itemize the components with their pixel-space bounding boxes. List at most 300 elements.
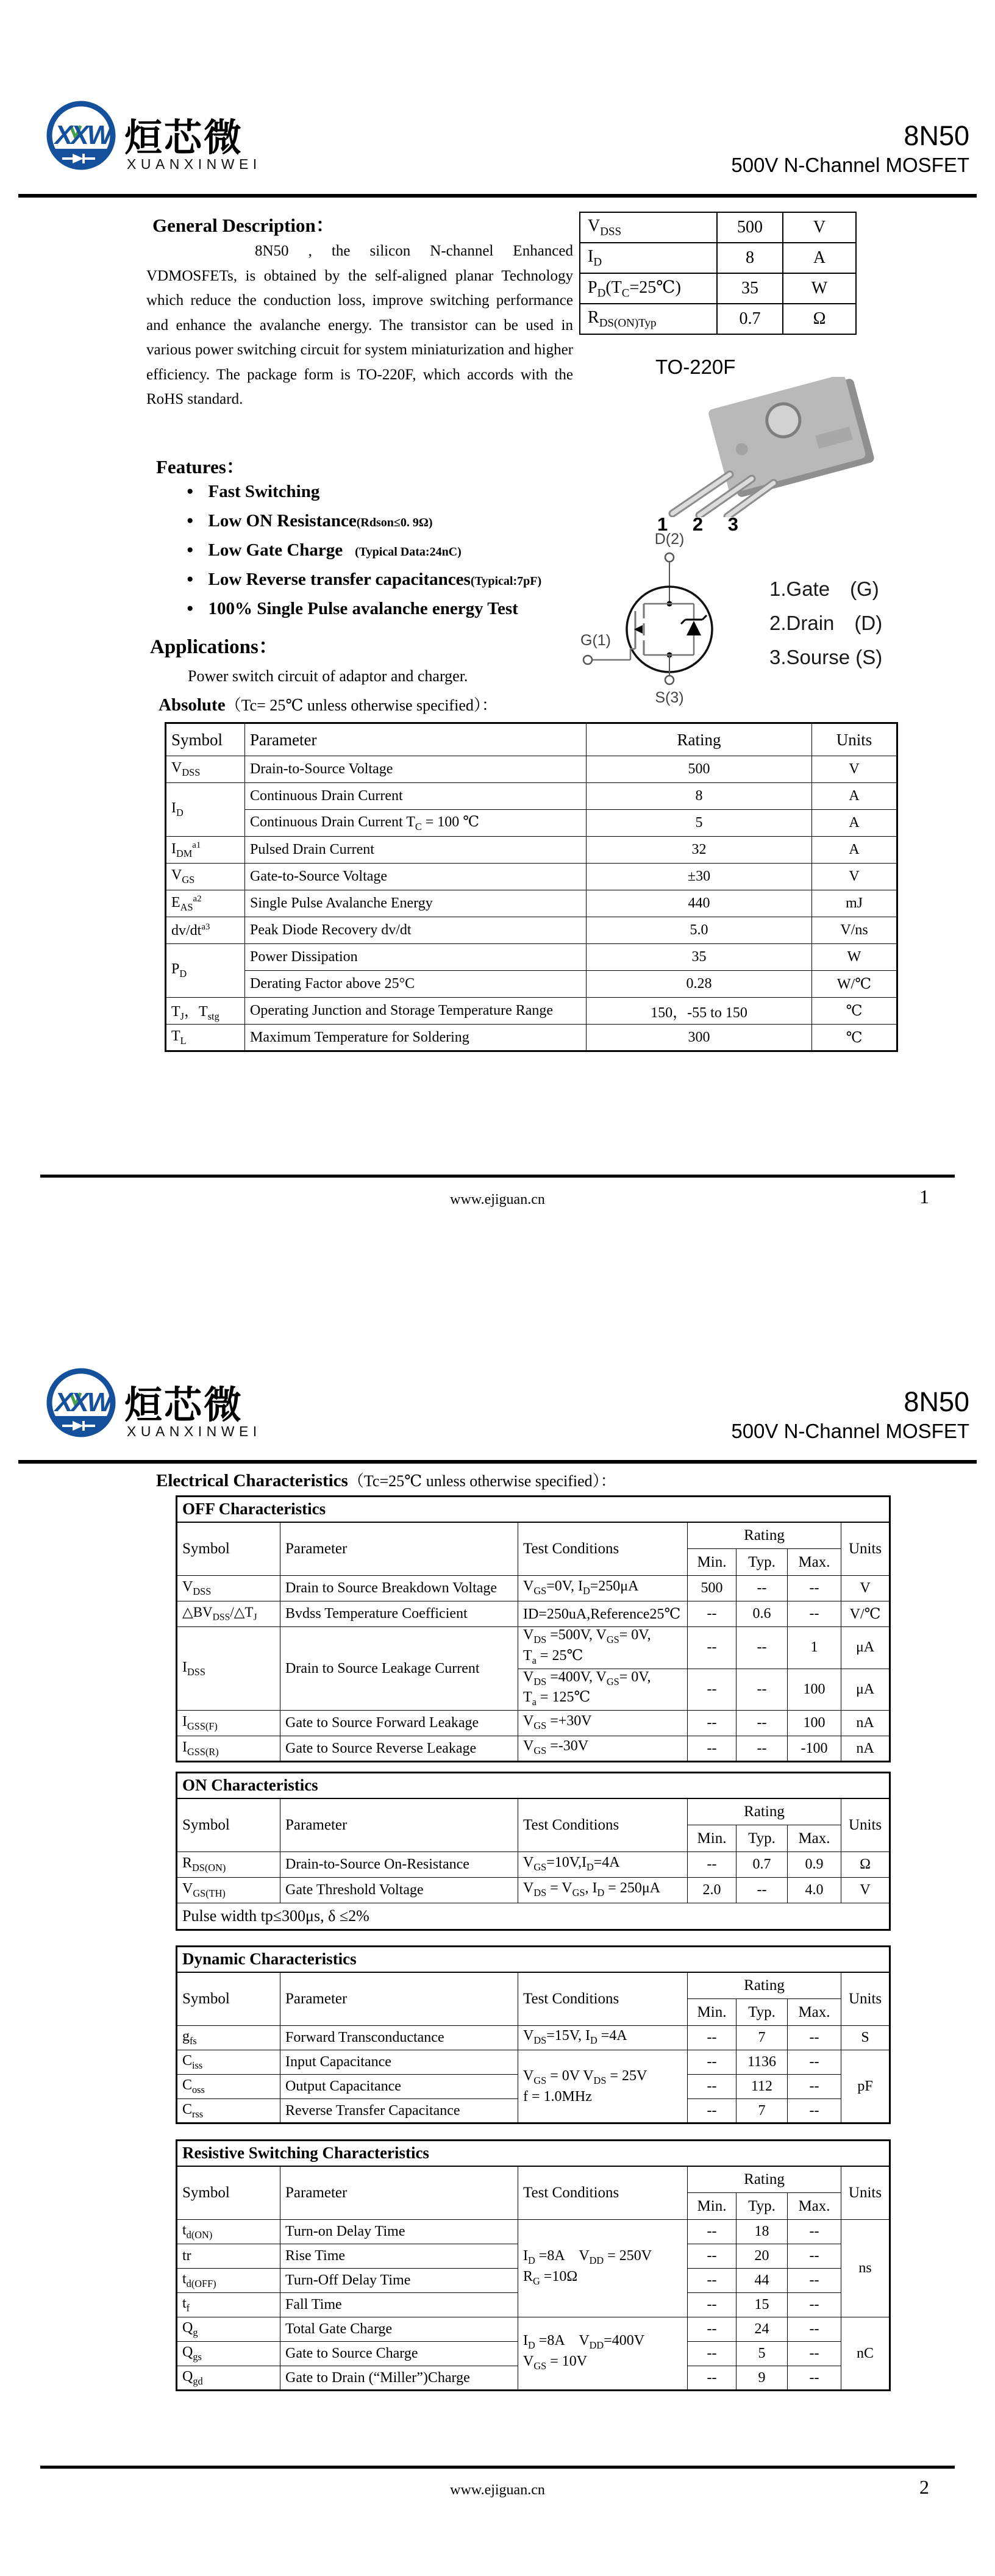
group-title: Resistive Switching Characteristics: [177, 2141, 890, 2166]
table-row: [177, 2220, 890, 2244]
pin-legend: [769, 572, 882, 674]
feature-item: [187, 570, 541, 590]
cell-parameter: Continuous Drain Current: [245, 783, 587, 810]
bullet-icon: ●: [187, 573, 194, 585]
cell-parameter: Gate to Source Charge: [280, 2342, 518, 2366]
cell-unit: V: [783, 212, 856, 243]
bullet-icon: ●: [187, 602, 194, 615]
cell-typ: 0.7: [736, 1852, 788, 1878]
cell-symbol: $C_{iss}$: [177, 2050, 280, 2075]
cell-test-conditions: $V_{GS}=0V$, $I_D=250\mu A$: [518, 1576, 688, 1601]
cell-symbol: $C_{oss}$: [177, 2075, 280, 2099]
absolute-title-rest: （Tc= 25℃ unless otherwise specified）：: [225, 696, 498, 714]
on-characteristics-table: [176, 1772, 891, 1931]
ec-title-bold: Electrical Characteristics: [156, 1471, 348, 1490]
cell-symbol: $I_{GSS(F)}$: [177, 1711, 280, 1736]
cell-rating: 32: [587, 837, 812, 864]
cell-unit: Ω: [783, 304, 856, 334]
cell-unit: ns: [841, 2220, 890, 2317]
cell-parameter: Gate-to-Source Voltage: [245, 864, 587, 890]
table-row: [580, 243, 856, 273]
table-row: [166, 917, 897, 944]
doc-titles: [731, 1387, 969, 1445]
brand-name-en: XUANXINWEI: [127, 156, 262, 172]
cell-test-conditions: $V_{DS} =400V$, $V_{GS}= 0V$, $T_a$ = 125℃: [518, 1669, 688, 1711]
pin-numbers: 1 2 3: [657, 513, 748, 535]
brand-logo: [44, 98, 300, 198]
col-max: Max.: [788, 1825, 841, 1852]
col-units: Units: [841, 1798, 890, 1852]
cell-value: 8: [717, 243, 783, 273]
col-typ: Typ.: [736, 2193, 788, 2220]
col-parameter: Parameter: [245, 723, 587, 756]
cell-min: --: [688, 1736, 736, 1762]
bullet-icon: ●: [187, 543, 194, 556]
cell-min: --: [688, 1601, 736, 1627]
cell-typ: --: [736, 1627, 788, 1669]
cell-parameter: Turn-Off Delay Time: [280, 2269, 518, 2293]
cell-value: 35: [717, 273, 783, 304]
cell-unit: V/ns: [812, 917, 897, 944]
table-row: [166, 864, 897, 890]
doc-titles: [731, 121, 969, 179]
cell-typ: 15: [736, 2293, 788, 2317]
cell-max: 100: [788, 1711, 841, 1736]
col-symbol: Symbol: [177, 1972, 280, 2026]
cell-parameter: Drain to Source Leakage Current: [280, 1627, 518, 1711]
col-rating: Rating: [688, 1522, 841, 1549]
feature-text: Fast Switching: [208, 482, 320, 501]
cell-unit: pF: [841, 2050, 890, 2123]
feature-text: Low Reverse transfer capacitances: [208, 570, 471, 589]
table-row: [177, 1627, 890, 1669]
cell-unit: nA: [841, 1736, 890, 1762]
cell-symbol: $V_{DSS}$: [580, 212, 717, 243]
table-header-row: [177, 1522, 890, 1549]
cell-unit: nC: [841, 2317, 890, 2391]
cell-min: --: [688, 2244, 736, 2269]
cell-unit: W: [783, 273, 856, 304]
cell-unit: nA: [841, 1711, 890, 1736]
col-typ: Typ.: [736, 1999, 788, 2026]
table-header-row: [177, 1972, 890, 1999]
cell-symbol: $I_{DSS}$: [177, 1627, 280, 1711]
cell-symbol: $I_{DM}^{a1}$: [166, 837, 245, 864]
cell-unit: μA: [841, 1669, 890, 1711]
cell-parameter: Turn-on Delay Time: [280, 2220, 518, 2244]
col-units: Units: [841, 1522, 890, 1576]
cell-parameter: Peak Diode Recovery dv/dt: [245, 917, 587, 944]
feature-text: Low Gate Charge: [208, 540, 343, 560]
col-test-conditions: Test Conditions: [518, 2166, 688, 2220]
cell-parameter: Rise Time: [280, 2244, 518, 2269]
cell-parameter: Drain to Source Breakdown Voltage: [280, 1576, 518, 1601]
logo-icon: [44, 1365, 118, 1442]
group-title-row: [177, 1947, 890, 1972]
absolute-ratings-table: [165, 722, 898, 1052]
cell-unit: A: [812, 810, 897, 837]
col-test-conditions: Test Conditions: [518, 1522, 688, 1576]
off-characteristics-table: [176, 1495, 891, 1762]
table-header-row: [177, 2166, 890, 2193]
table-note-row: [177, 1903, 890, 1930]
table-row: [580, 212, 856, 243]
cell-typ: 24: [736, 2317, 788, 2342]
cell-max: --: [788, 2220, 841, 2244]
cell-rating: 500: [587, 756, 812, 783]
part-number: 8N50: [904, 1386, 969, 1417]
cell-max: --: [788, 1601, 841, 1627]
table-row: [166, 756, 897, 783]
cell-test-conditions: $V_{GS} =+30V$: [518, 1711, 688, 1736]
cell-parameter: Single Pulse Avalanche Energy: [245, 890, 587, 917]
table-row: [166, 810, 897, 837]
cell-max: -100: [788, 1736, 841, 1762]
cell-rating: 35: [587, 944, 812, 971]
col-test-conditions: Test Conditions: [518, 1972, 688, 2026]
col-symbol: Symbol: [166, 723, 245, 756]
logo-icon: [44, 98, 118, 174]
logo-monogram: XXW: [55, 120, 111, 150]
table-row: [166, 837, 897, 864]
cell-rating: 5.0: [587, 917, 812, 944]
col-rating: Rating: [688, 2166, 841, 2193]
col-min: Min.: [688, 1999, 736, 2026]
page-number: 2: [919, 2476, 929, 2498]
cell-parameter: Input Capacitance: [280, 2050, 518, 2075]
cell-max: --: [788, 2026, 841, 2050]
part-number: 8N50: [904, 120, 969, 151]
cell-unit: ℃: [812, 1025, 897, 1051]
table-row: [166, 890, 897, 917]
cell-symbol: $V_{DSS}$: [177, 1576, 280, 1601]
cell-max: --: [788, 2050, 841, 2075]
cell-test-conditions: $I_D =8A$ $V_{DD}=400V$ $V_{GS} = 10V$: [518, 2317, 688, 2391]
group-title-row: [177, 1497, 890, 1522]
col-min: Min.: [688, 2193, 736, 2220]
table-row: [177, 2026, 890, 2050]
cell-unit: V: [812, 864, 897, 890]
cell-typ: 7: [736, 2099, 788, 2123]
cell-symbol: $I_{GSS(R)}$: [177, 1736, 280, 1762]
footer-site-link[interactable]: www.ejiguan.cn: [450, 2482, 545, 2498]
cell-parameter: Drain-to-Source On-Resistance: [280, 1852, 518, 1878]
cell-min: --: [688, 1669, 736, 1711]
cell-unit: V: [841, 1576, 890, 1601]
page-number: 1: [919, 1186, 929, 1208]
cell-rating: 300: [587, 1025, 812, 1051]
cell-min: --: [688, 2317, 736, 2342]
col-max: Max.: [788, 2193, 841, 2220]
applications-title: Applications：: [150, 636, 279, 658]
cell-parameter: Output Capacitance: [280, 2075, 518, 2099]
cell-min: --: [688, 2342, 736, 2366]
cell-symbol: $t_{d(ON)}$: [177, 2220, 280, 2244]
cell-typ: 7: [736, 2026, 788, 2050]
cell-min: --: [688, 2026, 736, 2050]
cell-rating: 5: [587, 810, 812, 837]
cell-symbol: $C_{rss}$: [177, 2099, 280, 2123]
cell-parameter: Drain-to-Source Voltage: [245, 756, 587, 783]
cell-parameter: Derating Factor above 25°C: [245, 971, 587, 998]
col-symbol: Symbol: [177, 1798, 280, 1852]
cell-test-conditions: $V_{DS}=15V$, $I_D =4A$: [518, 2026, 688, 2050]
cell-max: --: [788, 1576, 841, 1601]
bullet-icon: ●: [187, 485, 194, 498]
package-name: TO-220F: [655, 356, 736, 378]
header-rule: [18, 194, 977, 198]
cell-parameter: Bvdss Temperature Coefficient: [280, 1601, 518, 1627]
feature-text: Low ON Resistance: [208, 511, 357, 531]
cell-typ: 5: [736, 2342, 788, 2366]
table-row: [580, 304, 856, 334]
cell-max: --: [788, 2293, 841, 2317]
brand-logo: [44, 1365, 300, 1465]
table-header-row: [166, 723, 897, 756]
cell-max: --: [788, 2269, 841, 2293]
cell-min: --: [688, 2220, 736, 2244]
col-typ: Typ.: [736, 1825, 788, 1852]
key-specs-table: [579, 212, 857, 335]
cell-min: --: [688, 2366, 736, 2391]
group-title-row: [177, 2141, 890, 2166]
cell-symbol: $Q_{gd}$: [177, 2366, 280, 2391]
source-label: S(3): [655, 689, 684, 706]
cell-symbol: $I_D$: [166, 783, 245, 837]
col-rating: Rating: [688, 1972, 841, 1999]
cell-typ: 112: [736, 2075, 788, 2099]
col-min: Min.: [688, 1825, 736, 1852]
table-header-row: [177, 1798, 890, 1825]
col-symbol: Symbol: [177, 1522, 280, 1576]
resistive-switching-table: [176, 2139, 891, 2391]
cell-symbol: $V_{GS}$: [166, 864, 245, 890]
cell-symbol: $R_{DS(ON)}$: [177, 1852, 280, 1878]
cell-test-conditions: $V_{DS} =500V$, $V_{GS}= 0V$, $T_a$ = 25℃: [518, 1627, 688, 1669]
cell-max: --: [788, 2342, 841, 2366]
cell-max: 100: [788, 1669, 841, 1711]
cell-min: --: [688, 1711, 736, 1736]
cell-max: --: [788, 2317, 841, 2342]
cell-symbol: $V_{GS(TH)}$: [177, 1878, 280, 1903]
cell-max: 4.0: [788, 1878, 841, 1903]
cell-test-conditions: $I_D =8A$ $V_{DD} = 250V$ $R_G =10\Omega$: [518, 2220, 688, 2317]
cell-test-conditions: $V_{DS} = V_{GS}$, $I_D = 250\mu A$: [518, 1878, 688, 1903]
cell-max: --: [788, 2244, 841, 2269]
features-title: Features：: [156, 456, 245, 478]
footer-rule: [40, 2466, 955, 2469]
cell-typ: 44: [736, 2269, 788, 2293]
cell-symbol: $Q_g$: [177, 2317, 280, 2342]
mosfet-symbol: [567, 532, 774, 715]
col-units: Units: [841, 2166, 890, 2220]
cell-symbol: $R_{DS(ON)Typ}$: [580, 304, 717, 334]
cell-parameter: Continuous Drain Current $T_C = 100$ ℃: [245, 810, 587, 837]
table-row: [177, 1852, 890, 1878]
cell-typ: --: [736, 1878, 788, 1903]
cell-symbol: tr: [177, 2244, 280, 2269]
cell-unit: μA: [841, 1627, 890, 1669]
table-row: [177, 1878, 890, 1903]
dynamic-characteristics-table: [176, 1945, 891, 2124]
cell-test-conditions: $V_{GS} = 0V$ $V_{DS} = 25V$ f = 1.0MHz: [518, 2050, 688, 2123]
cell-parameter: Gate to Source Forward Leakage: [280, 1711, 518, 1736]
cell-parameter: Operating Junction and Storage Temperature Range: [245, 998, 587, 1025]
cell-symbol: $E_{AS}^{a2}$: [166, 890, 245, 917]
brand-name-en: XUANXINWEI: [127, 1423, 262, 1439]
group-title: ON Characteristics: [177, 1773, 890, 1798]
cell-max: 0.9: [788, 1852, 841, 1878]
feature-item: [187, 540, 462, 560]
applications-text: Power switch circuit of adaptor and charger.: [188, 667, 468, 685]
col-parameter: Parameter: [280, 1522, 518, 1576]
cell-symbol: $P_D(T_C=25℃)$: [580, 273, 717, 304]
cell-rating: 0.28: [587, 971, 812, 998]
cell-typ: 1136: [736, 2050, 788, 2075]
ec-title-rest: （Tc=25℃ unless otherwise specified）：: [348, 1472, 616, 1490]
cell-typ: --: [736, 1736, 788, 1762]
group-title: OFF Characteristics: [177, 1497, 890, 1522]
cell-typ: --: [736, 1711, 788, 1736]
cell-unit: V/℃: [841, 1601, 890, 1627]
feature-item: [187, 482, 319, 502]
table-row: [166, 1025, 897, 1051]
cell-symbol: $T_J$，$T_{stg}$: [166, 998, 245, 1025]
pin-legend-item: 1.Gate (G): [769, 578, 879, 600]
pin-legend-item: 3.Sourse (S): [769, 646, 883, 668]
feature-note: (Rdson≤0. 9Ω): [356, 516, 433, 529]
part-subtitle: 500V N-Channel MOSFET: [731, 1420, 969, 1442]
logo-monogram: XXW: [55, 1387, 111, 1417]
cell-test-conditions: $V_{GS} =-30V$: [518, 1736, 688, 1762]
cell-parameter: Reverse Transfer Capacitance: [280, 2099, 518, 2123]
cell-unit: W: [812, 944, 897, 971]
col-parameter: Parameter: [280, 1972, 518, 2026]
cell-parameter: Maximum Temperature for Soldering: [245, 1025, 587, 1051]
cell-typ: --: [736, 1576, 788, 1601]
pulse-width-note: Pulse width tp≤300μs, δ ≤2%: [177, 1903, 890, 1930]
table-row: [166, 998, 897, 1025]
table-row: [166, 971, 897, 998]
cell-unit: ℃: [812, 998, 897, 1025]
cell-max: --: [788, 2099, 841, 2123]
cell-symbol: $I_D$: [580, 243, 717, 273]
col-rating: Rating: [688, 1798, 841, 1825]
table-row: [177, 1601, 890, 1627]
cell-unit: A: [812, 783, 897, 810]
cell-rating: 8: [587, 783, 812, 810]
general-description-text: 8N50 , the silicon N-channel Enhanced VDMOSFETs, is obtained by the self-aligned planar Technology which reduce the conduction loss, improve switching performance and enhance the avalanche energy. The transistor can be used in various power switching circuit for system miniaturization and higher efficiency. The package form is TO-220F, which accords with the RoHS standard.: [146, 243, 573, 407]
cell-typ: 18: [736, 2220, 788, 2244]
cell-symbol: $P_D$: [166, 944, 245, 998]
cell-symbol: $dv/dt^{a3}$: [166, 917, 245, 944]
cell-symbol: $\triangle BV_{DSS}/\triangle T_J$: [177, 1601, 280, 1627]
header-rule: [18, 1460, 977, 1464]
feature-item: [187, 599, 518, 619]
cell-parameter: Fall Time: [280, 2293, 518, 2317]
footer-site-link[interactable]: www.ejiguan.cn: [450, 1192, 545, 1208]
cell-symbol: $t_f$: [177, 2293, 280, 2317]
gate-label: G(1): [580, 632, 611, 649]
cell-parameter: Gate to Drain (“Miller”)Charge: [280, 2366, 518, 2391]
cell-symbol: $T_L$: [166, 1025, 245, 1051]
table-row: [177, 1576, 890, 1601]
cell-min: 2.0: [688, 1878, 736, 1903]
cell-unit: V: [841, 1878, 890, 1903]
cell-symbol: $g_{fs}$: [177, 2026, 280, 2050]
col-units: Units: [812, 723, 897, 756]
cell-min: --: [688, 2050, 736, 2075]
drain-label: D(2): [654, 532, 685, 548]
cell-min: --: [688, 1627, 736, 1669]
col-rating: Rating: [587, 723, 812, 756]
brand-name-cn: 烜芯微: [124, 118, 244, 159]
cell-parameter: Forward Transconductance: [280, 2026, 518, 2050]
cell-value: 500: [717, 212, 783, 243]
cell-min: --: [688, 1852, 736, 1878]
cell-value: 0.7: [717, 304, 783, 334]
cell-parameter: Gate Threshold Voltage: [280, 1878, 518, 1903]
col-max: Max.: [788, 1999, 841, 2026]
cell-min: --: [688, 2075, 736, 2099]
cell-rating: 150，-55 to 150: [587, 998, 812, 1025]
brand-name-cn: 烜芯微: [124, 1385, 244, 1426]
footer-rule: [40, 1175, 955, 1178]
cell-unit: mJ: [812, 890, 897, 917]
cell-test-conditions: $V_{GS}=10V,I_D=4A$: [518, 1852, 688, 1878]
table-row: [166, 783, 897, 810]
cell-rating: 440: [587, 890, 812, 917]
bullet-icon: ●: [187, 514, 194, 527]
cell-parameter: Gate to Source Reverse Leakage: [280, 1736, 518, 1762]
col-symbol: Symbol: [177, 2166, 280, 2220]
cell-typ: 0.6: [736, 1601, 788, 1627]
table-row: [177, 2317, 890, 2342]
feature-item: [187, 511, 433, 531]
col-typ: Typ.: [736, 1549, 788, 1576]
cell-max: --: [788, 2075, 841, 2099]
cell-symbol: $t_{d(OFF)}$: [177, 2269, 280, 2293]
table-row: [177, 2050, 890, 2075]
col-test-conditions: Test Conditions: [518, 1798, 688, 1852]
cell-parameter: Power Dissipation: [245, 944, 587, 971]
group-title-row: [177, 1773, 890, 1798]
cell-parameter: Pulsed Drain Current: [245, 837, 587, 864]
cell-unit: Ω: [841, 1852, 890, 1878]
cell-min: --: [688, 2293, 736, 2317]
cell-typ: 9: [736, 2366, 788, 2391]
cell-unit: A: [812, 837, 897, 864]
table-row: [177, 1711, 890, 1736]
feature-text: 100% Single Pulse avalanche energy Test: [208, 599, 518, 618]
electrical-characteristics-title: [156, 1469, 616, 1491]
pin-legend-item: 2.Drain (D): [769, 612, 883, 634]
cell-rating: ±30: [587, 864, 812, 890]
cell-unit: V: [812, 756, 897, 783]
cell-symbol: $Q_{gs}$: [177, 2342, 280, 2366]
cell-typ: --: [736, 1669, 788, 1711]
package-image: [601, 377, 893, 517]
cell-min: --: [688, 2099, 736, 2123]
col-units: Units: [841, 1972, 890, 2026]
part-subtitle: 500V N-Channel MOSFET: [731, 154, 969, 176]
cell-min: --: [688, 2269, 736, 2293]
group-title: Dynamic Characteristics: [177, 1947, 890, 1972]
feature-note: (Typical Data:24nC): [343, 545, 462, 559]
cell-symbol: $V_{DSS}$: [166, 756, 245, 783]
cell-test-conditions: ID=250uA,Reference25℃: [518, 1601, 688, 1627]
absolute-title: [159, 693, 498, 715]
